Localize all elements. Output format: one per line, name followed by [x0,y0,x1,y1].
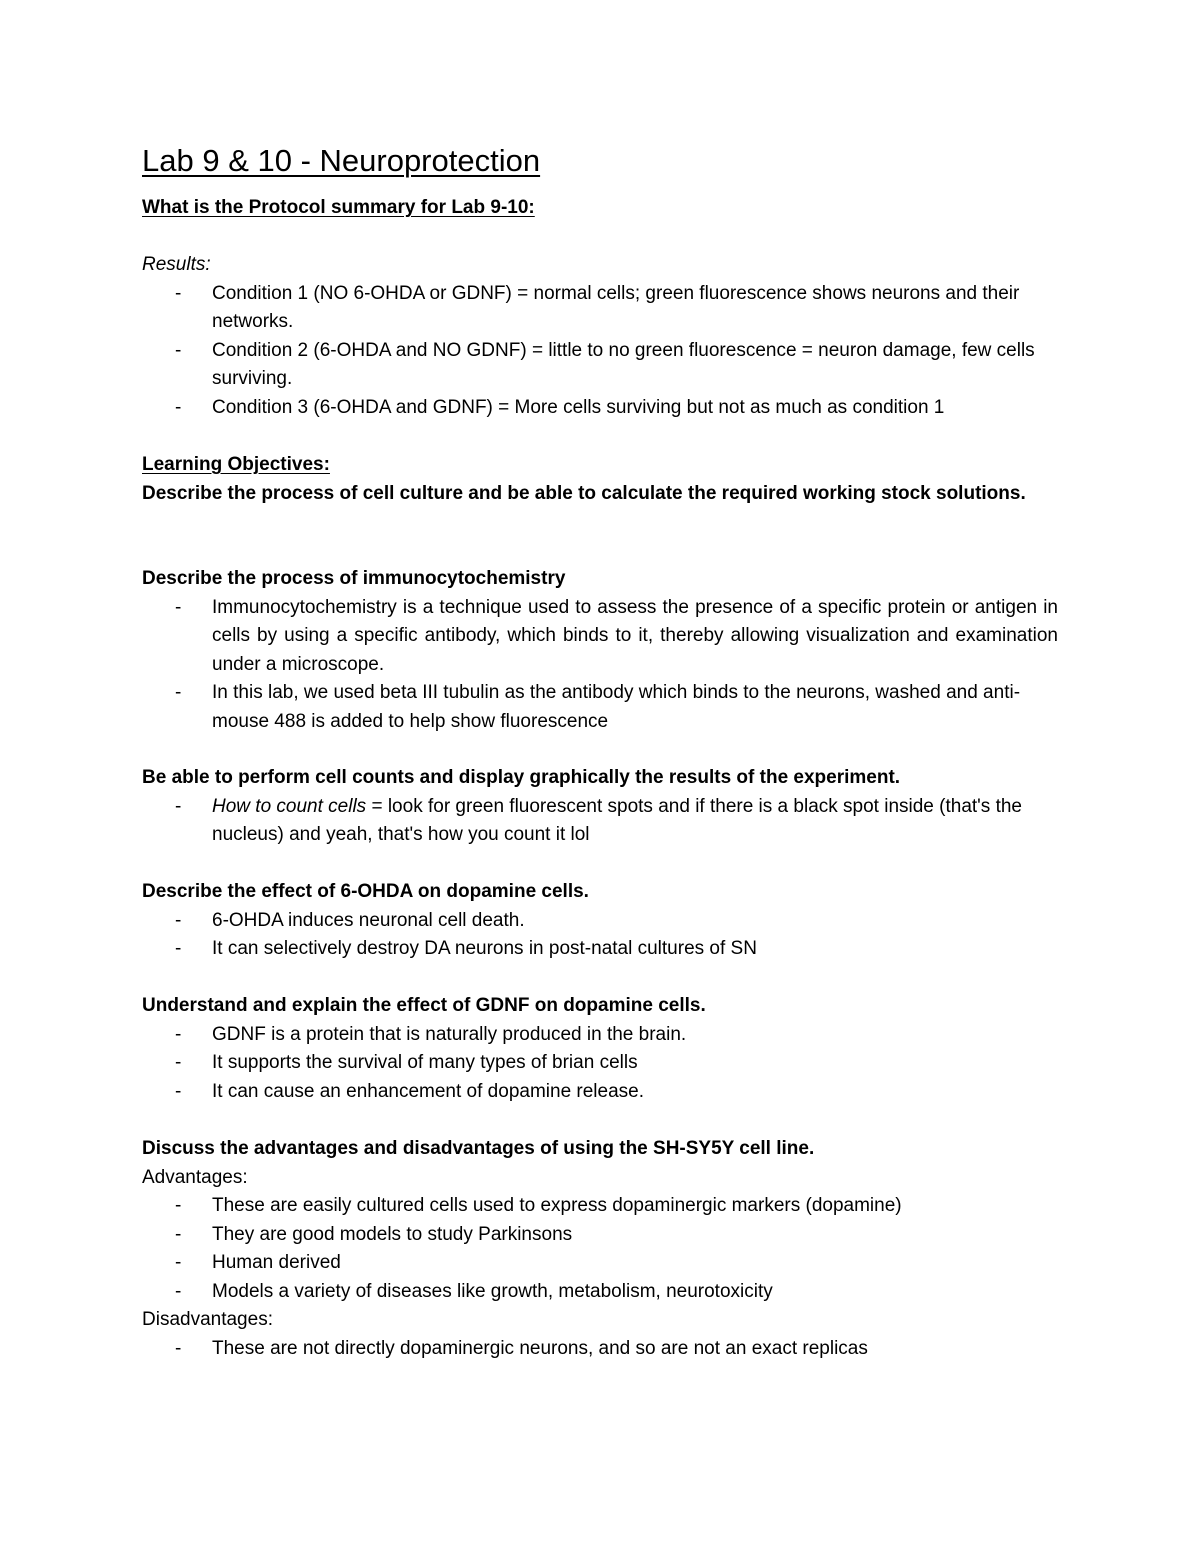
list-item: - It can cause an enhancement of dopamine release. [142,1078,1058,1107]
cell-counts-heading: Be able to perform cell counts and display graphically the results of the experiment. [142,767,901,788]
gdnf-list [142,1021,1058,1107]
ohda-list [142,907,1058,964]
immuno-list [142,594,1058,737]
list-item: - GDNF is a protein that is naturally produced in the brain. [142,1021,1058,1050]
cell-counts-section [142,764,1058,850]
list-item: - Models a variety of diseases like growth, metabolism, neurotoxicity [142,1278,1058,1307]
list-item: - It can selectively destroy DA neurons in post-natal cultures of SN [142,935,1058,964]
list-item: - Condition 1 (NO 6-OHDA or GDNF) = normal cells; green fluorescence shows neurons and their networks. [142,280,1058,337]
list-item: - These are easily cultured cells used to express dopaminergic markers (dopamine) [142,1192,1058,1221]
results-section [142,251,1058,422]
learning-objectives-label: Learning Objectives: [142,454,330,475]
advantages-list [142,1192,1058,1306]
immuno-section [142,565,1058,736]
shsy5y-section [142,1135,1058,1363]
list-item: - Immunocytochemistry is a technique used to assess the presence of a specific protein or antigen in cells by using a specific antibody, which binds to it, thereby allowing visualization and examination under a microscope. [142,594,1058,680]
list-item: - They are good models to study Parkinsons [142,1221,1058,1250]
gdnf-section [142,992,1058,1106]
list-item: - Condition 3 (6-OHDA and GDNF) = More cells surviving but not as much as condition 1 [142,394,1058,423]
learning-objectives-section [142,451,1058,508]
list-item: - It supports the survival of many types of brian cells [142,1049,1058,1078]
list-item [142,793,1058,850]
advantages-label: Advantages: [142,1166,248,1188]
list-item: - Human derived [142,1249,1058,1278]
protocol-question: What is the Protocol summary for Lab 9-10: [142,197,535,218]
ohda-heading: Describe the effect of 6-OHDA on dopamine cells. [142,881,589,902]
shsy5y-heading: Discuss the advantages and disadvantages of using the SH-SY5Y cell line. [142,1138,815,1159]
list-item: - 6-OHDA induces neuronal cell death. [142,907,1058,936]
page-title: Lab 9 & 10 - Neuroprotection [142,143,541,178]
disadvantages-list [142,1335,1058,1364]
ohda-section [142,878,1058,964]
immuno-heading: Describe the process of immunocytochemistry [142,568,566,589]
list-item: - Condition 2 (6-OHDA and NO GDNF) = little to no green fluorescence = neuron damage, few cells surviving. [142,337,1058,394]
count-cells-description: = look for green fluorescent spots and if there is a black spot inside (that's the nucleus) and yeah, that's how you count it lol [212,795,1022,845]
disadvantages-label: Disadvantages: [142,1309,273,1330]
list-item: - In this lab, we used beta III tubulin as the antibody which binds to the neurons, washed and anti-mouse 488 is added to help show fluorescence [142,679,1058,736]
objective-cell-culture: Describe the process of cell culture and be able to calculate the required working stock solutions. [142,482,1026,504]
list-item: - These are not directly dopaminergic neurons, and so are not an exact replicas [142,1335,1058,1364]
gdnf-heading: Understand and explain the effect of GDNF on dopamine cells. [142,995,706,1016]
results-label: Results: [142,254,211,275]
cell-counts-list [142,793,1058,850]
count-cells-term: How to count cells [212,795,367,817]
results-list [142,280,1058,423]
